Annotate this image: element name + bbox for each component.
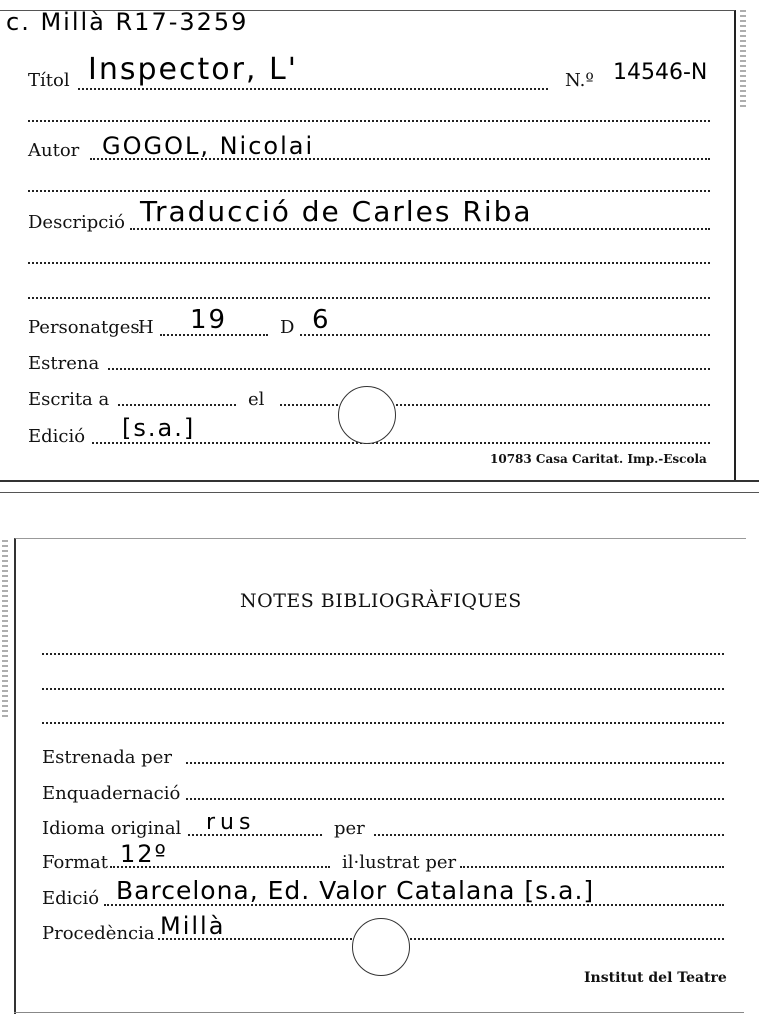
bottom-edge: [14, 1012, 744, 1013]
institut-imprint: Institut del Teatre: [584, 970, 727, 986]
h-label: H: [138, 317, 154, 338]
autor-label: Autor: [28, 140, 80, 161]
card-edge-noise-2: [2, 540, 8, 720]
escrita-label: Escrita a: [28, 389, 110, 410]
line-3c: [28, 297, 710, 299]
illustrat-line: [460, 866, 724, 868]
card-divider-top: [0, 480, 759, 482]
descripcio-line: [130, 228, 710, 230]
titol-value: Inspector, L': [88, 52, 298, 87]
printer-imprint: 10783 Casa Caritat. Imp.-Escola: [490, 452, 707, 466]
autor-value: GOGOL, Nicolai: [102, 132, 315, 160]
personatges-label: Personatges: [28, 317, 140, 338]
h-value: 19: [190, 305, 228, 335]
titol-label: Títol: [28, 70, 70, 91]
idioma-label: Idioma original: [42, 818, 182, 839]
card-divider-bottom: [0, 492, 759, 493]
procedencia-value: Millà: [160, 912, 226, 940]
estrena-label: Estrena: [28, 353, 100, 374]
line-2b: [28, 190, 710, 192]
procedencia-label: Procedència: [42, 923, 155, 944]
edicio-value: [s.a.]: [122, 414, 196, 442]
edicio-line: [92, 442, 710, 444]
escrita-line: [118, 404, 236, 406]
num-value: 14546-N: [613, 60, 708, 85]
edicio2-label: Edició: [42, 888, 100, 909]
descripcio-label: Descripció: [28, 212, 125, 233]
estrenada-line: [186, 762, 724, 764]
enquadernacio-label: Enquadernació: [42, 783, 181, 804]
titol-line: [78, 88, 548, 90]
format-value: 12º: [120, 840, 168, 868]
el-label: el: [248, 389, 265, 410]
illustrat-label: il·lustrat per: [342, 852, 457, 873]
format-label: Format: [42, 852, 108, 873]
notes-line-2: [42, 688, 724, 690]
descripcio-value: Traducció de Carles Riba: [140, 195, 533, 228]
d-line: [300, 334, 710, 336]
edicio-label: Edició: [28, 426, 86, 447]
num-label: N.º: [565, 70, 594, 91]
card-edge-noise: [740, 10, 746, 110]
punch-hole: [338, 386, 396, 444]
line-3b: [28, 262, 710, 264]
estrenada-label: Estrenada per: [42, 747, 172, 768]
notes-heading: NOTES BIBLIOGRÀFIQUES: [240, 590, 522, 612]
enquadernacio-line: [186, 798, 724, 800]
edicio2-value: Barcelona, Ed. Valor Catalana [s.a.]: [116, 876, 595, 905]
per-label: per: [334, 818, 365, 839]
d-value: 6: [312, 305, 331, 335]
idioma-value: rus: [206, 810, 256, 835]
line-1b: [28, 120, 710, 122]
estrena-line: [108, 368, 710, 370]
notes-line-1: [42, 653, 724, 655]
punch-hole-2: [352, 918, 410, 976]
notes-line-3: [42, 722, 724, 724]
procedencia-line: [158, 938, 724, 940]
per-line: [374, 834, 724, 836]
reference-code: c. Millà R17-3259: [6, 8, 249, 36]
d-label: D: [280, 317, 295, 338]
